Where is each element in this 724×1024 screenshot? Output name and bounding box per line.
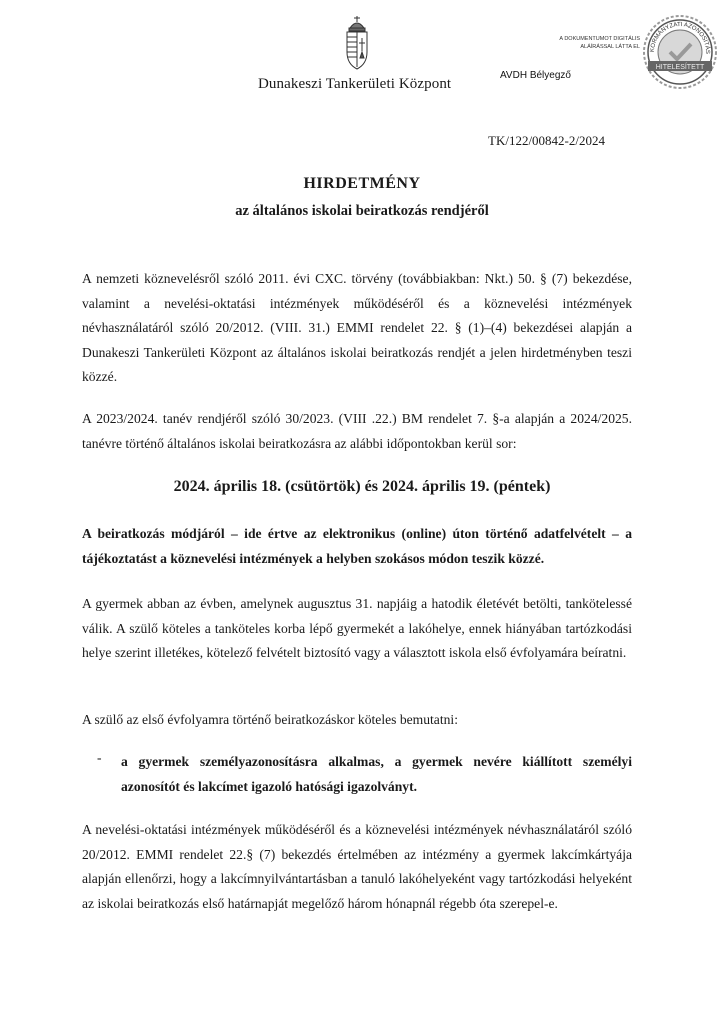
stamp-line-2: ALÁÍRÁSSAL LÁTTA EL <box>580 44 640 50</box>
paragraph-required-documents: A szülő az első évfolyamra történő beiratkozáskor köteles bemutatni: <box>82 712 458 727</box>
bullet-item-id-card: a gyermek személyazonosításra alkalmas, a gyermek nevére kiállított személyi azonosítót és lakcímet igazoló hatósági igazolványt. <box>121 754 632 794</box>
paragraph-compulsory-school-age: A gyermek abban az évben, amelynek augusztus 31. napjáig a hatodik életévét betölti, tankötelessé válik. A szülő köteles a tanköteles korba lépő gyermekét a lakóhelye, ennek hiányában tartózkodási helye szerint illetékes, kötelező felvételt biztosító vagy a választott iskola első évfolyamára beíratni. <box>82 596 632 660</box>
paragraph-legal-basis: A nemzeti köznevelésről szóló 2011. évi CXC. törvény (továbbiakban: Nkt.) 50. § (7) bekezdése, valamint a nevelési-oktatási intézmények működéséről és a köznevelési intézmények névhasználatáról szóló 20/2012. (VIII. 31.) EMMI rendelet 22. § (1)–(4) bekezdései alapján a Dunakeszi Tankerületi Központ az általános iskolai beiratkozás rendjét a jelen hirdetményben teszi közzé. <box>82 271 632 384</box>
document-subtitle: az általános iskolai beiratkozás rendjéről <box>235 203 489 219</box>
coat-of-arms-icon <box>340 14 374 72</box>
paragraph-school-year: A 2023/2024. tanév rendjéről szóló 30/2023. (VIII .22.) BM rendelet 7. §-a alapján a 2024/2025. tanévre történő általános iskolai beiratkozásra az alábbi időpontokban kerül sor: <box>82 411 632 451</box>
signature-stamp-text <box>536 35 640 51</box>
bullet-marker: - <box>97 750 102 765</box>
enrollment-dates: 2024. április 18. (csütörtök) és 2024. április 19. (péntek) <box>173 478 551 495</box>
organization-name: Dunakeszi Tankerületi Központ <box>258 76 452 92</box>
reference-number: TK/122/00842-2/2024 <box>488 133 605 148</box>
document-title: HIRDETMÉNY <box>303 175 421 192</box>
paragraph-enrollment-method: A beiratkozás módjáról – ide értve az elektronikus (online) úton történő adatfelvételt – a tájékoztatást a köznevelési intézmények a helyben szokásos módon teszik közzé. <box>82 526 632 566</box>
paragraph-address-verification: A nevelési-oktatási intézmények működéséről és a köznevelési intézmények névhasználatáról szóló 20/2012. EMMI rendelet 22.§ (7) bekezdés értelmében az intézmény a gyermek lakcímkártyája alapján ellenőrzi, hogy a lakcímnyilvántartásban a tanuló lakóhelyeként vagy tartózkodási helyeként az iskolai beiratkozás első határnapját megelőző három hónapnál régebb óta szerepel-e. <box>82 822 632 911</box>
avdh-stamp-label: AVDH Bélyegző <box>500 70 571 81</box>
seal-text: KORMÁNYZATI AZONOSÍTÁS <box>649 21 711 54</box>
stamp-line-1: A DOKUMENTUMOT DIGITÁLIS <box>559 36 640 42</box>
authentication-seal-icon <box>642 14 718 90</box>
seal-band-text: HITELESÍTETT <box>655 64 705 71</box>
